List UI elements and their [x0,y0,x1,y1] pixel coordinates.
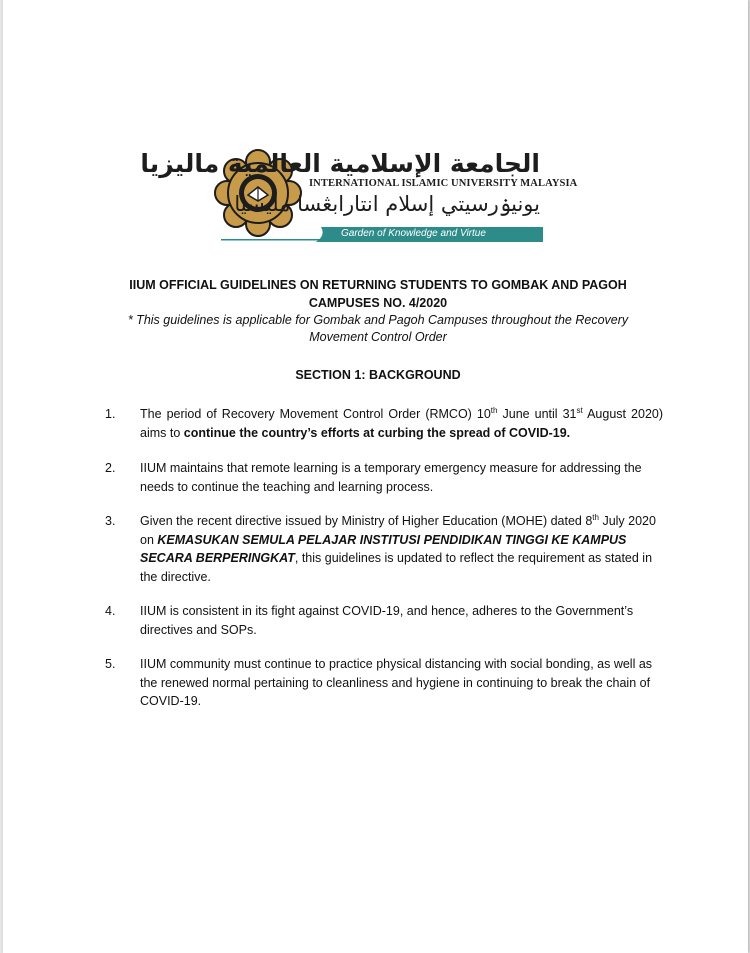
item-text-part: June until 31 [497,407,577,421]
directive-title: KEMASUKAN SEMULA PELAJAR INSTITUSI PENDIDIKAN TINGGI KE KAMPUS SECARA BERPERINGKAT [140,532,627,565]
item-text-part: August 2020) aims to [140,407,664,440]
item-text-part: July 2020 on [140,514,656,547]
item-number: 4. [105,604,116,618]
document-title [103,276,653,312]
ordinal-suffix: th [490,405,498,415]
note-line-1: * This guidelines is applicable for Gombak and Pagoh Campuses throughout the Recovery [127,313,629,327]
title-line-1: IIUM OFFICIAL GUIDELINES ON RETURNING STUDENTS TO GOMBAK AND PAGOH [129,278,627,292]
item-text-part: The period of Recovery Movement Control Order (RMCO) 10 [140,407,491,421]
ordinal-suffix: st [576,405,583,415]
document-page [3,0,748,953]
item-number: 5. [105,657,116,671]
ordinal-suffix: th [592,512,599,522]
jawi-university-name: يونيۏرسيتي إسلام انتارابڠسا مليسيا [234,192,540,216]
item-text [140,405,663,442]
university-tagline: Garden of Knowledge and Virtue [341,228,486,239]
item-text-part: , this guidelines is updated to reflect the requirement as stated in the directive. [140,551,653,584]
applicability-note [103,312,653,346]
title-line-2: CAMPUSES NO. 4/2020 [308,296,448,310]
item-emphasis: continue the country’s efforts at curbing the spread of COVID-19. [183,425,571,440]
item-text: IIUM is consistent in its fight against COVID-19, and hence, adheres to the Government’s directives and SOPs. [140,604,634,637]
item-number: 1. [105,407,116,421]
item-text: IIUM community must continue to practice physical distancing with social bonding, as well as the renewed normal pertaining to cleanliness and hygiene in continuing to break the chain of COVID-19. [140,657,653,708]
item-text-part: Given the recent directive issued by Ministry of Higher Education (MOHE) dated 8 [140,514,593,528]
arabic-university-name: الجامعة الإسلامية العالمية ماليزيا [140,149,540,178]
item-text: IIUM maintains that remote learning is a temporary emergency measure for addressing the needs to continue the teaching and learning process. [140,461,642,494]
item-text [140,512,663,586]
note-line-2: Movement Control Order [309,330,447,344]
item-number: 2. [105,461,116,475]
item-number: 3. [105,514,116,528]
university-logo [140,148,578,244]
section-heading: SECTION 1: BACKGROUND [295,368,461,382]
english-university-name: INTERNATIONAL ISLAMIC UNIVERSITY MALAYSIA [309,178,578,189]
